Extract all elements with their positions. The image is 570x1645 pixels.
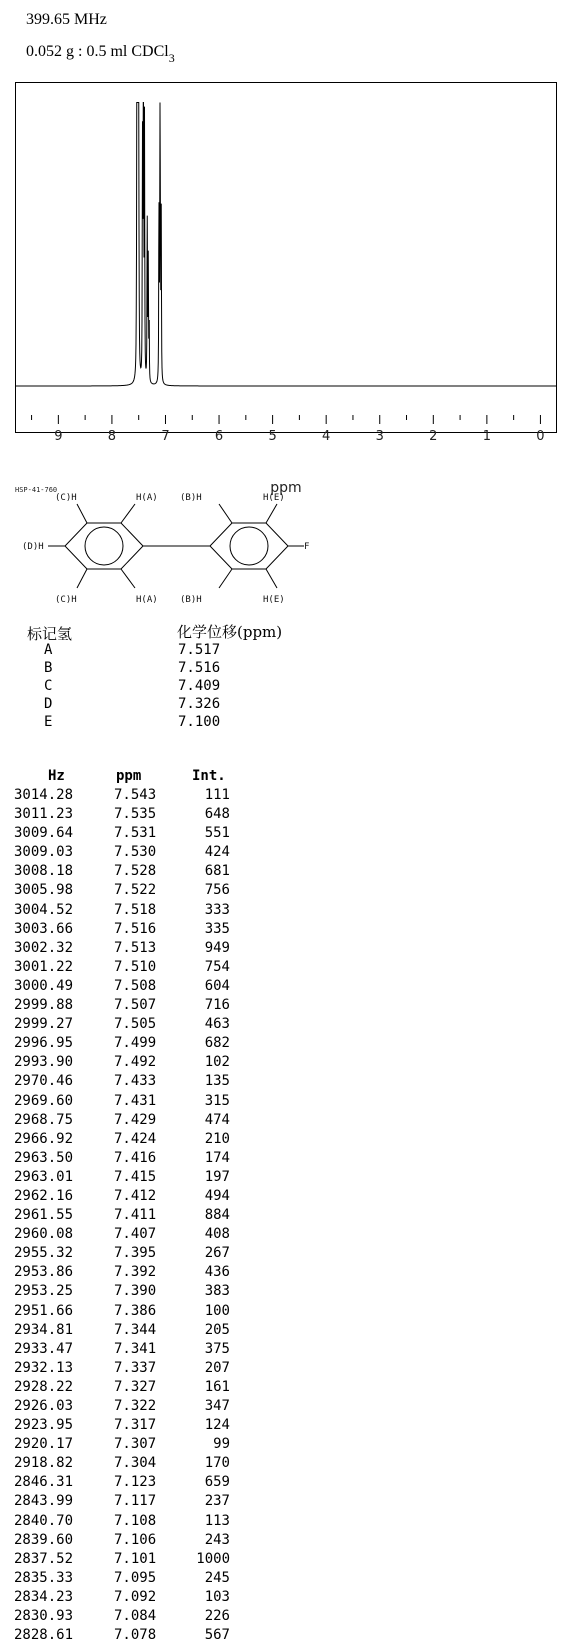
peak-ppm-cell: 7.431 (114, 1092, 157, 1109)
peak-ppm-cell: 7.322 (114, 1398, 157, 1414)
peak-int-cell: 315 (204, 1092, 230, 1109)
x-axis-tick-label: 9 (54, 429, 63, 444)
spectrum-plot-frame (16, 83, 557, 433)
peak-int-cell: 335 (204, 920, 230, 937)
peak-ppm-cell: 7.101 (114, 1550, 157, 1567)
peak-hz-cell: 2999.88 (14, 997, 74, 1014)
peak-int-cell: 205 (204, 1321, 230, 1338)
peak-ppm-cell: 7.084 (114, 1608, 157, 1625)
peak-table-row (0, 901, 260, 920)
sample-code: HSP-41-760 (15, 486, 58, 494)
peak-int-cell: 756 (204, 882, 230, 899)
peak-hz-cell: 2953.25 (14, 1283, 74, 1300)
peak-ppm-cell: 7.522 (114, 882, 157, 899)
peak-int-cell: 207 (204, 1359, 230, 1376)
peak-table-row (0, 1531, 260, 1550)
assignment-label: A (44, 642, 53, 658)
peak-int-cell: 100 (204, 1302, 230, 1319)
peak-ppm-cell: 7.531 (114, 825, 157, 842)
peak-hz-cell: 2843.99 (14, 1493, 74, 1510)
label-a-bottom: H(A) (136, 595, 158, 605)
peak-hz-cell: 2963.50 (14, 1149, 74, 1166)
peak-int-cell: 648 (204, 806, 230, 823)
peak-ppm-cell: 7.108 (114, 1512, 157, 1529)
bond-c-top (77, 504, 87, 523)
x-axis-tick-label: 3 (375, 429, 384, 444)
peak-table-row (0, 1206, 260, 1225)
assignment-header-shift: 化学位移(ppm) (177, 623, 283, 641)
peak-hz-cell: 2955.32 (14, 1245, 74, 1262)
peak-table-row (0, 1092, 260, 1111)
peak-ppm-cell: 7.337 (114, 1359, 157, 1376)
peak-ppm-cell: 7.123 (114, 1474, 157, 1491)
peak-hz-cell: 3011.23 (14, 806, 74, 823)
peak-int-cell: 463 (204, 1016, 230, 1033)
nmr-spectrum-chart (0, 0, 570, 496)
peak-table-row (0, 1454, 260, 1473)
peak-int-cell: 884 (204, 1207, 230, 1224)
peak-int-cell: 243 (204, 1531, 230, 1548)
peak-int-cell: 99 (213, 1436, 230, 1453)
peak-table-row (0, 1588, 260, 1607)
peak-table-row (0, 1416, 260, 1435)
peak-ppm-cell: 7.492 (114, 1054, 157, 1071)
bond-c-bottom (77, 569, 87, 588)
peak-int-cell: 551 (204, 825, 230, 842)
peak-table-row (0, 1053, 260, 1072)
peak-table-row (0, 1435, 260, 1454)
assignment-shift: 7.326 (178, 696, 221, 712)
spectrum-series-line (16, 102, 557, 386)
peak-hz-cell: 2934.81 (14, 1321, 74, 1338)
peak-hz-cell: 2830.93 (14, 1608, 74, 1625)
peak-ppm-cell: 7.507 (114, 997, 157, 1014)
peak-table-row (0, 1321, 260, 1340)
peak-int-cell: 1000 (196, 1550, 230, 1567)
bond-a-top (121, 504, 135, 523)
peak-ppm-cell: 7.415 (114, 1168, 157, 1185)
peak-table-row (0, 1626, 260, 1645)
assignment-shift: 7.517 (178, 642, 221, 658)
peak-table-row (0, 1072, 260, 1091)
peak-ppm-cell: 7.407 (114, 1226, 157, 1243)
peak-hz-cell: 3001.22 (14, 958, 74, 975)
peak-ppm-cell: 7.095 (114, 1569, 157, 1586)
label-e-bottom: H(E) (263, 595, 285, 605)
x-axis-tick-label: 7 (161, 429, 170, 444)
left-benzene-ring (65, 523, 143, 569)
peak-hz-cell: 2835.33 (14, 1569, 74, 1586)
peak-hz-cell: 2933.47 (14, 1340, 74, 1357)
peak-ppm-cell: 7.395 (114, 1245, 157, 1262)
peak-int-cell: 102 (204, 1054, 230, 1071)
peak-int-cell: 333 (204, 901, 230, 918)
x-axis-tick-label: 1 (482, 429, 492, 444)
label-b-bottom: (B)H (180, 595, 202, 605)
peak-int-cell: 113 (204, 1512, 230, 1529)
peak-ppm-cell: 7.416 (114, 1149, 157, 1166)
peak-hz-cell: 2966.92 (14, 1130, 74, 1147)
peak-int-cell: 210 (204, 1130, 230, 1147)
peak-ppm-cell: 7.307 (114, 1436, 157, 1453)
peak-hz-cell: 2962.16 (14, 1187, 74, 1204)
x-axis-title: ppm (270, 480, 302, 496)
peak-hz-cell: 2993.90 (14, 1054, 74, 1071)
peak-table-row (0, 1397, 260, 1416)
peak-ppm-cell: 7.518 (114, 901, 157, 918)
peak-int-cell: 604 (204, 977, 230, 994)
peak-table-header-ppm: ppm (116, 768, 142, 784)
peak-table-row (0, 939, 260, 958)
bond-a-bottom (121, 569, 135, 588)
x-axis-tick-label: 6 (214, 429, 224, 444)
bond-e-top (266, 504, 277, 523)
peak-hz-cell: 3014.28 (14, 787, 74, 803)
peak-table-row (0, 1130, 260, 1149)
peak-hz-cell: 2918.82 (14, 1455, 74, 1472)
peak-table-row (0, 1550, 260, 1569)
peak-table-row (0, 862, 260, 881)
peak-ppm-cell: 7.433 (114, 1073, 157, 1090)
peak-ppm-cell: 7.535 (114, 806, 157, 823)
peak-hz-cell: 2970.46 (14, 1073, 74, 1090)
peak-table-row (0, 1378, 260, 1397)
peak-ppm-cell: 7.390 (114, 1283, 157, 1300)
peak-ppm-cell: 7.344 (114, 1321, 157, 1338)
peak-ppm-cell: 7.429 (114, 1111, 157, 1128)
peak-table-row (0, 805, 260, 824)
peak-table-row (0, 786, 260, 805)
peak-hz-cell: 2953.86 (14, 1264, 74, 1281)
label-c-top: (C)H (55, 493, 77, 503)
assignment-header-label: 标记氢 (27, 625, 73, 643)
peak-table-row (0, 1187, 260, 1206)
peak-int-cell: 682 (204, 1035, 230, 1052)
peak-int-cell: 494 (204, 1187, 230, 1204)
peak-ppm-cell: 7.513 (114, 939, 157, 956)
peak-int-cell: 267 (204, 1245, 230, 1262)
right-ring-aromatic-circle (230, 527, 268, 565)
peak-int-cell: 111 (204, 787, 230, 803)
peak-table-row (0, 1263, 260, 1282)
peak-ppm-cell: 7.386 (114, 1302, 157, 1319)
x-axis-tick-label: 4 (322, 429, 331, 444)
peak-hz-cell: 2969.60 (14, 1092, 74, 1109)
assignment-shift: 7.409 (178, 678, 221, 694)
peak-ppm-cell: 7.516 (114, 920, 157, 937)
peak-ppm-cell: 7.505 (114, 1016, 157, 1033)
peak-table-row (0, 1340, 260, 1359)
peak-table-row (0, 1569, 260, 1588)
peak-int-cell: 135 (204, 1073, 230, 1090)
left-ring-aromatic-circle (85, 527, 123, 565)
spectrometer-frequency: 399.65 MHz (26, 11, 107, 28)
peak-table-row (0, 1492, 260, 1511)
label-e-top: H(E) (263, 493, 285, 503)
peak-hz-cell: 2968.75 (14, 1111, 74, 1128)
assignment-label: B (44, 660, 53, 676)
peak-table-row (0, 1015, 260, 1034)
bond-b-bottom (219, 569, 232, 588)
peak-hz-cell: 2837.52 (14, 1550, 74, 1567)
peak-ppm-cell: 7.424 (114, 1130, 157, 1147)
peak-ppm-cell: 7.117 (114, 1493, 157, 1510)
peak-ppm-cell: 7.411 (114, 1207, 157, 1224)
peak-hz-cell: 3000.49 (14, 977, 74, 994)
peak-hz-cell: 2963.01 (14, 1168, 74, 1185)
peak-ppm-cell: 7.304 (114, 1455, 157, 1472)
assignment-shift: 7.516 (178, 660, 221, 676)
peak-ppm-cell: 7.499 (114, 1035, 157, 1052)
peak-hz-cell: 2932.13 (14, 1359, 74, 1376)
peak-hz-cell: 2846.31 (14, 1474, 74, 1491)
peak-hz-cell: 3003.66 (14, 920, 74, 937)
peak-int-cell: 408 (204, 1226, 230, 1243)
peak-int-cell: 681 (204, 863, 230, 880)
label-b-top: (B)H (180, 493, 202, 503)
assignment-label: D (44, 696, 53, 712)
peak-hz-cell: 3005.98 (14, 882, 74, 899)
peak-table-row (0, 1473, 260, 1492)
peak-table-row (0, 996, 260, 1015)
peak-hz-cell: 2926.03 (14, 1398, 74, 1414)
x-axis-tick-label: 5 (268, 429, 277, 444)
peak-hz-cell: 2951.66 (14, 1302, 74, 1319)
peak-ppm-cell: 7.106 (114, 1531, 157, 1548)
peak-ppm-cell: 7.078 (114, 1627, 157, 1644)
peak-table-row (0, 1244, 260, 1263)
x-axis-tick-label: 2 (429, 429, 438, 444)
peak-hz-cell: 3002.32 (14, 939, 74, 956)
peak-hz-cell: 2828.61 (14, 1627, 74, 1644)
peak-hz-cell: 3008.18 (14, 863, 74, 880)
peak-table-header-int: Int. (192, 768, 226, 784)
molecular-structure (0, 495, 330, 615)
peak-hz-cell: 2839.60 (14, 1531, 74, 1548)
peak-hz-cell: 2961.55 (14, 1207, 74, 1224)
peak-int-cell: 659 (204, 1474, 230, 1491)
peak-table-row (0, 1607, 260, 1626)
peak-table-row (0, 1034, 260, 1053)
peak-int-cell: 567 (204, 1627, 230, 1644)
peak-int-cell: 226 (204, 1608, 230, 1625)
peak-ppm-cell: 7.543 (114, 787, 157, 803)
peak-hz-cell: 2834.23 (14, 1588, 74, 1605)
peak-int-cell: 237 (204, 1493, 230, 1510)
label-d-left: (D)H (22, 542, 44, 552)
peak-hz-cell: 2999.27 (14, 1016, 74, 1033)
peak-table-row (0, 1225, 260, 1244)
peak-int-cell: 124 (204, 1417, 230, 1434)
x-axis-tick-label: 0 (536, 429, 545, 444)
peak-hz-cell: 2996.95 (14, 1035, 74, 1052)
label-f-right: F (304, 542, 310, 552)
peak-hz-cell: 3009.03 (14, 844, 74, 861)
assignment-shift: 7.100 (178, 714, 221, 730)
peak-ppm-cell: 7.530 (114, 844, 157, 861)
peak-int-cell: 170 (204, 1455, 230, 1472)
peak-int-cell: 716 (204, 997, 230, 1014)
peak-hz-cell: 2840.70 (14, 1512, 74, 1529)
peak-table-row (0, 958, 260, 977)
peak-hz-cell: 3004.52 (14, 901, 74, 918)
peak-table-row (0, 824, 260, 843)
x-axis-tick-labels (54, 429, 544, 444)
sample-description-main: 0.052 g : 0.5 ml CDCl (26, 43, 169, 60)
peak-hz-cell: 2928.22 (14, 1378, 74, 1395)
peak-ppm-cell: 7.510 (114, 958, 157, 975)
peak-ppm-cell: 7.528 (114, 863, 157, 880)
peak-ppm-cell: 7.327 (114, 1378, 157, 1395)
peak-int-cell: 174 (204, 1149, 230, 1166)
peak-table-row (0, 1168, 260, 1187)
peak-int-cell: 754 (204, 958, 230, 975)
peak-int-cell: 424 (204, 844, 230, 861)
peak-table-row (0, 1111, 260, 1130)
peak-table-row (0, 1149, 260, 1168)
peak-ppm-cell: 7.412 (114, 1187, 157, 1204)
assignment-label: E (44, 714, 53, 730)
peak-hz-cell: 3009.64 (14, 825, 74, 842)
peak-table-row (0, 977, 260, 996)
peak-ppm-cell: 7.392 (114, 1264, 157, 1281)
label-c-bottom: (C)H (55, 595, 77, 605)
peak-table-row (0, 1282, 260, 1301)
peak-int-cell: 245 (204, 1569, 230, 1586)
peak-int-cell: 383 (204, 1283, 230, 1300)
x-axis-tick-label: 8 (107, 429, 117, 444)
peak-int-cell: 197 (204, 1168, 230, 1185)
bond-e-bottom (266, 569, 277, 588)
sample-description-subscript: 3 (168, 51, 175, 65)
peak-ppm-cell: 7.317 (114, 1417, 157, 1434)
peak-int-cell: 347 (204, 1398, 230, 1414)
peak-int-cell: 375 (204, 1340, 230, 1357)
peak-int-cell: 103 (204, 1588, 230, 1605)
peak-int-cell: 474 (204, 1111, 230, 1128)
peak-table-row (0, 881, 260, 900)
peak-table (0, 786, 260, 1645)
peak-ppm-cell: 7.092 (114, 1588, 157, 1605)
assignment-label: C (44, 678, 53, 694)
peak-ppm-cell: 7.341 (114, 1340, 157, 1357)
peak-table-header-hz: Hz (48, 768, 65, 784)
peak-hz-cell: 2923.95 (14, 1417, 74, 1434)
peak-table-row (0, 1302, 260, 1321)
peak-int-cell: 436 (204, 1264, 230, 1281)
label-a-top: H(A) (136, 493, 158, 503)
peak-hz-cell: 2960.08 (14, 1226, 74, 1243)
peak-hz-cell: 2920.17 (14, 1436, 74, 1453)
right-benzene-ring (210, 523, 288, 569)
peak-table-row (0, 920, 260, 939)
peak-table-row (0, 1512, 260, 1531)
peak-int-cell: 161 (204, 1378, 230, 1395)
bond-b-top (219, 504, 232, 523)
peak-ppm-cell: 7.508 (114, 977, 157, 994)
peak-table-row (0, 843, 260, 862)
peak-table-row (0, 1359, 260, 1378)
peak-int-cell: 949 (204, 939, 230, 956)
